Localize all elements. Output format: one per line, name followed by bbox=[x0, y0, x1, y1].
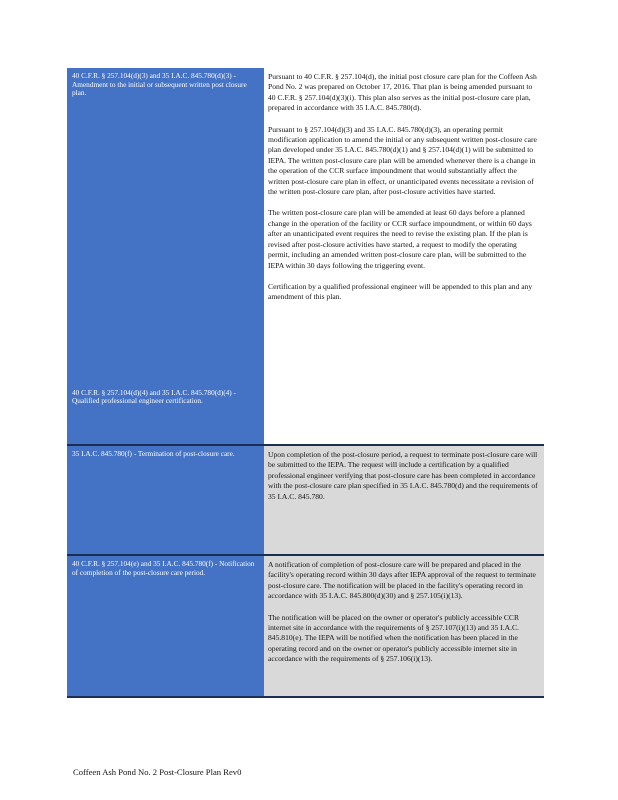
requirement-cell bbox=[67, 68, 264, 444]
description-paragraph: Pursuant to 40 C.F.R. § 257.104(d), the initial post closure care plan for the Coffeen Ash Pond No. 2 was prepared on October 17, 2016. That plan is being amended pursuant to 40 C.F.R. § 257.104(d)(3)(i). This plan also serves as the initial post-closure care plan, prepared in accordance with 35 I.A.C. 845.780(d). bbox=[268, 72, 537, 113]
description-cell bbox=[264, 556, 544, 696]
description-paragraph: Upon completion of the post-closure period, a request to terminate post-closure care will be submitted to the IEPA. The request will include a certification by a qualified professional engineer verifying that post-closure care has been completed in accordance with the post-closure care plan specified in 35 I.A.C. 845.780(d) and the requirements of 35 I.A.C. 845.780. bbox=[268, 450, 538, 501]
requirement-citation: 40 C.F.R. § 257.104(d)(3) and 35 I.A.C. 845.780(d)(3) - Amendment to the initial or subsequent written post closure plan. bbox=[72, 71, 247, 98]
description-paragraph: The written post-closure care plan will be amended at least 60 days before a planned change in the operation of the facility or CCR surface impoundment, or within 60 days after an unanticipated event requires the need to revise the existing plan. If the plan is revised after post-closure activities have started, a request to modify the operating permit, including an amended written post-closure care plan, will be submitted to the IEPA within 30 days following the triggering event. bbox=[268, 208, 532, 270]
requirements-table bbox=[67, 68, 544, 698]
requirement-cell bbox=[67, 556, 264, 696]
description-cell bbox=[264, 68, 544, 444]
table-row bbox=[67, 556, 544, 698]
description-paragraph: A notification of completion of post-closure care will be prepared and placed in the facility's operating record within 30 days after IEPA approval of the request to terminate post-closure care. The notification will be placed in the facility's operating record in accordance with 35 I.A.C. 845.800(d)(30) and § 257.105(i)(13). bbox=[268, 560, 536, 601]
page-footer: Coffeen Ash Pond No. 2 Post-Closure Plan Rev0 bbox=[73, 767, 242, 777]
requirement-cell bbox=[67, 446, 264, 554]
description-paragraph: Pursuant to § 257.104(d)(3) and 35 I.A.C. 845.780(d)(3), an operating permit modification application to amend the initial or any subsequent written post-closure care plan developed under 35 I.A.C. 845.780(d)(1) and § 257.104(d)(1) will be submitted to IEPA. The written post-closure care plan will be amended whenever there is a change in the operation of the CCR surface impoundment that would substantially affect the written post-closure care plan in effect, or unanticipated events necessitate a revision of the written post-closure care plan, after post-closure activities have started. bbox=[268, 124, 537, 197]
requirement-citation: 40 C.F.R. § 257.104(d)(4) and 35 I.A.C. 845.780(d)(4) - Qualified professional engineer certification. bbox=[72, 387, 236, 406]
description-paragraph: The notification will be placed on the owner or operator's publicly accessible CCR internet site in accordance with the requirements of § 257.107(i)(13) and 35 I.A.C. 845.810(e). The IEPA will be notified when the notification has been placed in the operating record and on the owner or operator's publicly accessible internet site in accordance with the requirements of § 257.106(i)(13). bbox=[268, 612, 520, 664]
table-row bbox=[67, 446, 544, 556]
description-cell bbox=[264, 446, 544, 554]
table-row bbox=[67, 68, 544, 446]
requirement-citation: 35 I.A.C. 845.780(f) - Termination of post-closure care. bbox=[72, 449, 235, 458]
description-paragraph: Certification by a qualified professional engineer will be appended to this plan and any amendment of this plan. bbox=[268, 281, 533, 302]
requirement-citation: 40 C.F.R. § 257.104(e) and 35 I.A.C. 845.780(f) - Notification of completion of the post-closure care period. bbox=[72, 559, 255, 577]
